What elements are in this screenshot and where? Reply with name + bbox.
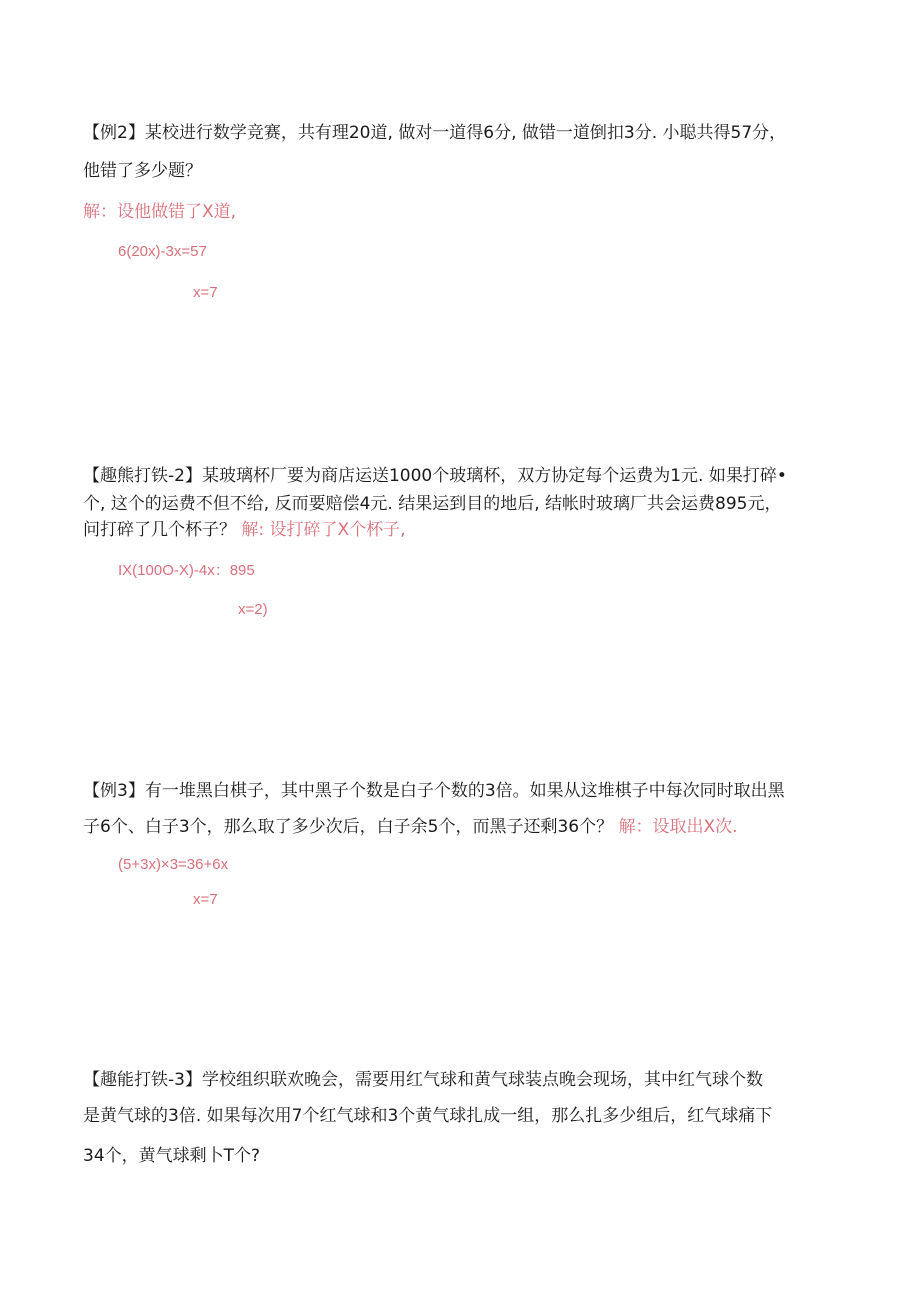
problem4-line1: 【趣能打铁-3】学校组织联欢晚会，需要用红气球和黄气球装点晚会现场，其中红气球个数 [83, 1070, 763, 1090]
problem1-solution-intro: 解：设他做错了X道, [83, 202, 237, 222]
problem3-line1: 【例3】有一堆黑白棋子，其中黑子个数是白子个数的3倍。如果从这堆棋子中每次同时取出黑 [83, 781, 785, 801]
problem2-line1: 【趣熊打铁-2】某玻璃杯厂要为商店运送1000个玻璃杯，双方协定每个运费为1元. 如果打碎• [83, 466, 787, 486]
problem2-question: 问打碎了几个杯子？ [83, 520, 236, 540]
problem2-line2: 个, 这个的运费不但不给, 反而要赔偿4元. 结果运到目的地后, 结帐时玻璃厂共会运费895元， [83, 494, 782, 514]
problem1-equation: 6(20x)-3x=57 [118, 243, 207, 260]
problem3-line2 [83, 816, 738, 838]
problem4-line2: 是黄气球的3倍. 如果每次用7个红气球和3个黄气球扎成一组，那么扎多少组后，红气球痛下 [83, 1106, 773, 1126]
problem2-solution-intro: 解: 设打碎了X个杯子, [241, 520, 406, 540]
problem2-equation: IX(100O-X)-4x：895 [118, 562, 255, 579]
problem1-line2: 他错了多少题？ [83, 161, 202, 181]
problem2-line3 [83, 519, 406, 541]
problem3-answer: x=7 [193, 891, 218, 908]
problem1-answer: x=7 [193, 284, 218, 301]
problem3-question: 子6个、白子3个，那么取了多少次后，白子余5个，而黑子还剩36个？ [83, 817, 614, 837]
problem2-answer: x=2) [238, 601, 268, 618]
problem3-equation: (5+3x)×3=36+6x [118, 856, 229, 873]
problem1-line1: 【例2】某校进行数学竞赛，共有理20道, 做对一道得6分, 做错一道倒扣3分. 小聪共得57分， [83, 123, 787, 143]
problem4-line3: 34个，黄气球剩卜T个? [83, 1146, 261, 1166]
problem3-solution-intro: 解：设取出X次. [618, 817, 738, 837]
